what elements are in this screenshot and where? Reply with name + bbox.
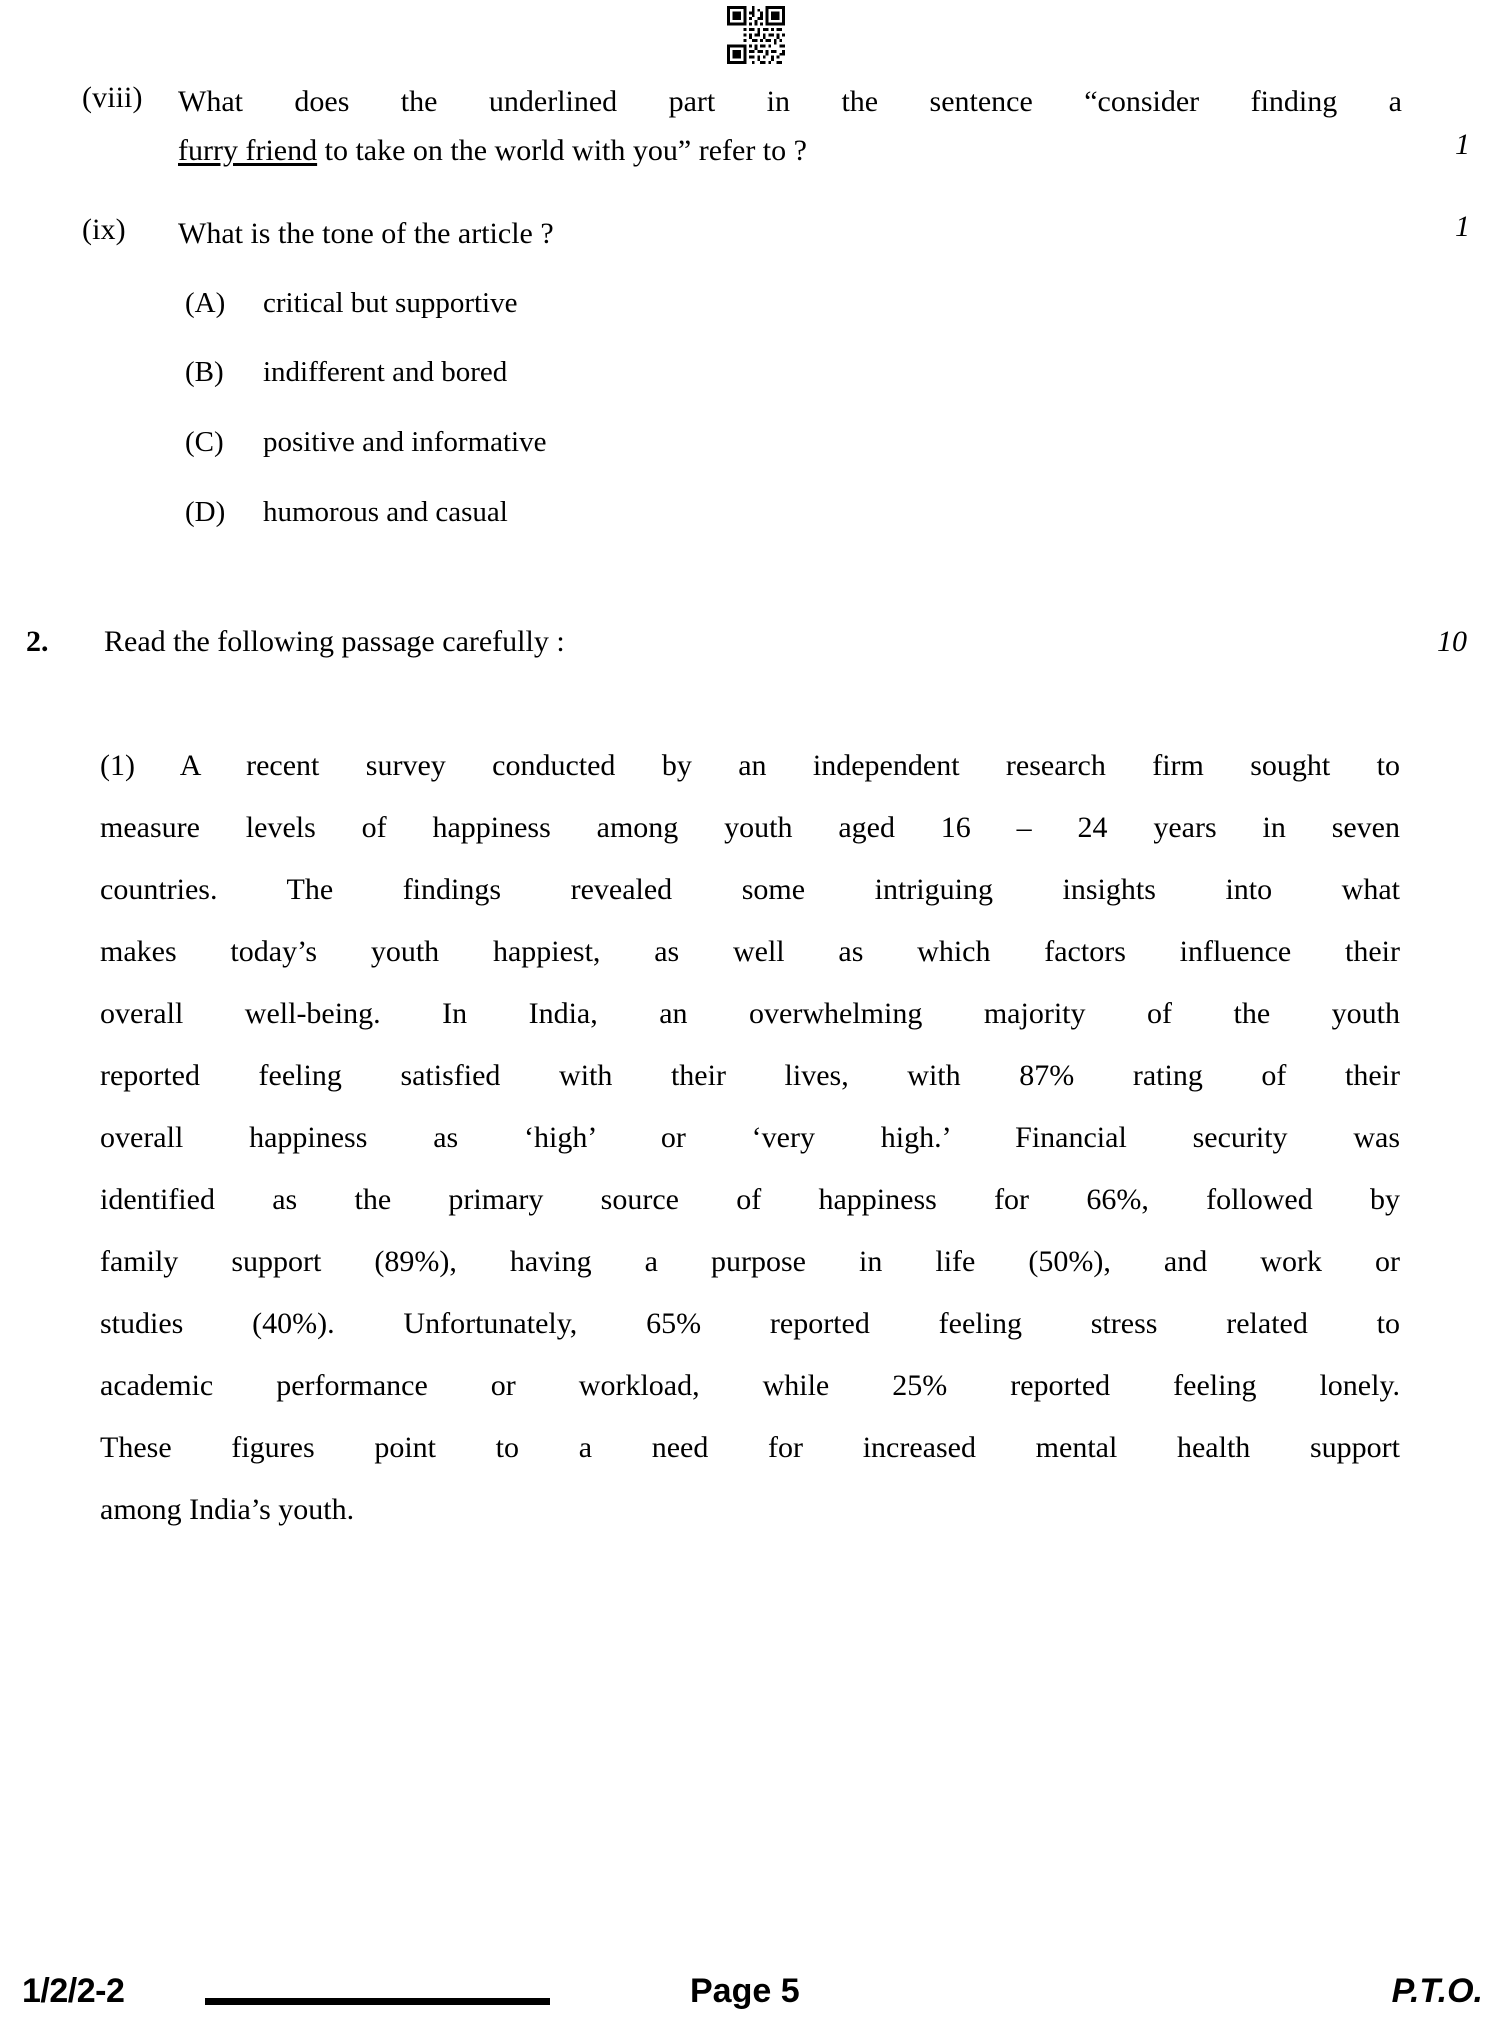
page-footer [0, 1972, 1505, 2034]
question-2 [26, 625, 1406, 659]
question-2-instruction: Read the following passage carefully : [104, 625, 565, 658]
page-number: Page 5 [690, 1972, 800, 2010]
marks-question-viii: 1 [1455, 128, 1470, 161]
passage-line: family support (89%), having a purpose in life (50%), and work or [100, 1245, 1400, 1278]
marks-question-ix: 1 [1455, 210, 1470, 243]
passage-line: studies (40%). Unfortunately, 65% reported feeling stress related to [100, 1307, 1400, 1340]
option-c-key: (C) [185, 426, 224, 458]
option-a-text: critical but supportive [263, 287, 518, 319]
passage-line: overall well-being. In India, an overwhelming majority of the youth [100, 997, 1400, 1030]
question-viii-text [178, 78, 1402, 175]
turn-over-label: P.T.O. [1391, 1972, 1483, 2010]
question-viii-line-2 [178, 127, 1402, 176]
question-ix-label: (ix) [82, 213, 126, 246]
option-d[interactable] [185, 494, 508, 532]
passage-line: makes today’s youth happiest, as well as which factors influence their [100, 935, 1400, 968]
option-a[interactable] [185, 285, 518, 323]
question-2-number: 2. [26, 625, 49, 658]
question-viii-line-2-rest: to take on the world with you” refer to ? [317, 133, 807, 167]
question-viii [82, 78, 1402, 175]
passage-paragraph-1 [100, 735, 1400, 1541]
option-c[interactable] [185, 424, 547, 462]
question-viii-line-1: What does the underlined part in the sentence “consider finding a [178, 85, 1402, 118]
question-viii-label: (viii) [82, 81, 143, 114]
option-b-key: (B) [185, 356, 224, 388]
paper-code: 1/2/2-2 [22, 1972, 125, 2010]
option-d-text: humorous and casual [263, 496, 508, 528]
option-b[interactable] [185, 354, 507, 392]
passage-line: among India’s youth. [100, 1493, 355, 1526]
passage-line: countries. The findings revealed some intriguing insights into what [100, 873, 1400, 906]
passage-line: academic performance or workload, while 25% reported feeling lonely. [100, 1369, 1400, 1402]
option-c-text: positive and informative [263, 426, 547, 458]
qr-code [722, 6, 790, 64]
option-a-key: (A) [185, 287, 226, 319]
passage-line: These figures point to a need for increased mental health support [100, 1431, 1400, 1464]
option-b-text: indifferent and bored [263, 356, 508, 388]
question-ix-text: What is the tone of the article ? [178, 217, 554, 250]
underlined-phrase: furry friend [178, 133, 318, 167]
question-ix [82, 210, 1402, 259]
passage-line: identified as the primary source of happiness for 66%, followed by [100, 1183, 1400, 1216]
passage-line: overall happiness as ‘high’ or ‘very high.’ Financial security was [100, 1121, 1400, 1154]
passage-block [100, 735, 1400, 1541]
footer-divider [205, 1998, 550, 2005]
passage-line: measure levels of happiness among youth aged 16 – 24 years in seven [100, 811, 1400, 844]
passage-line: (1) A recent survey conducted by an independent research firm sought to [100, 749, 1400, 782]
marks-question-2: 10 [1437, 625, 1467, 658]
passage-line: reported feeling satisfied with their lives, with 87% rating of their [100, 1059, 1400, 1092]
option-d-key: (D) [185, 496, 226, 528]
